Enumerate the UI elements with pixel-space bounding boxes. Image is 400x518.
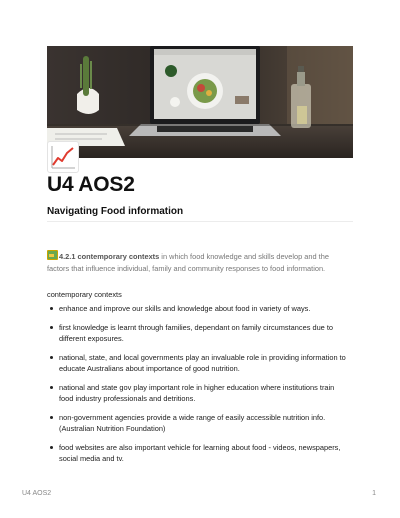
list-item: first knowledge is learnt through families, dependant on family circumstances due to different exposures.: [47, 322, 347, 345]
laptop-desk-photo: [47, 46, 353, 158]
list-item: food websites are also important vehicle for learning about food - videos, newspapers, social media and tv.: [47, 442, 347, 465]
section-label: contemporary contexts: [47, 290, 122, 299]
page-number: 1: [372, 490, 376, 497]
cover-image: [47, 46, 353, 158]
list-item: enhance and improve our skills and knowledge about food in variety of ways.: [47, 303, 347, 315]
list-item: non-government agencies provide a wide range of easily accessible nutrition info. (Australian Nutrition Foundation): [47, 412, 347, 435]
page-subtitle: Navigating Food information: [47, 206, 184, 217]
list-item: national, state, and local governments play an invaluable role in providing information to educate Australians about importance of good nutrition.: [47, 352, 347, 375]
footer-title: U4 AOS2: [22, 490, 52, 497]
framed-picture-icon: [47, 250, 58, 260]
callout-block: [47, 250, 353, 275]
callout-bold-label: contemporary contexts: [77, 252, 160, 261]
bullet-list: [47, 303, 347, 472]
divider: [47, 221, 353, 222]
chart-increasing-icon: [47, 141, 79, 173]
callout-code: 4.2.1: [59, 252, 76, 261]
list-item: national and state gov play important role in higher education where institutions train food industry professionals and detritions.: [47, 382, 347, 405]
callout-text: in which food knowledge and skills develop and the factors that influence individual, family and community responses to food information.: [47, 252, 329, 273]
page-title: U4 AOS2: [47, 173, 135, 196]
